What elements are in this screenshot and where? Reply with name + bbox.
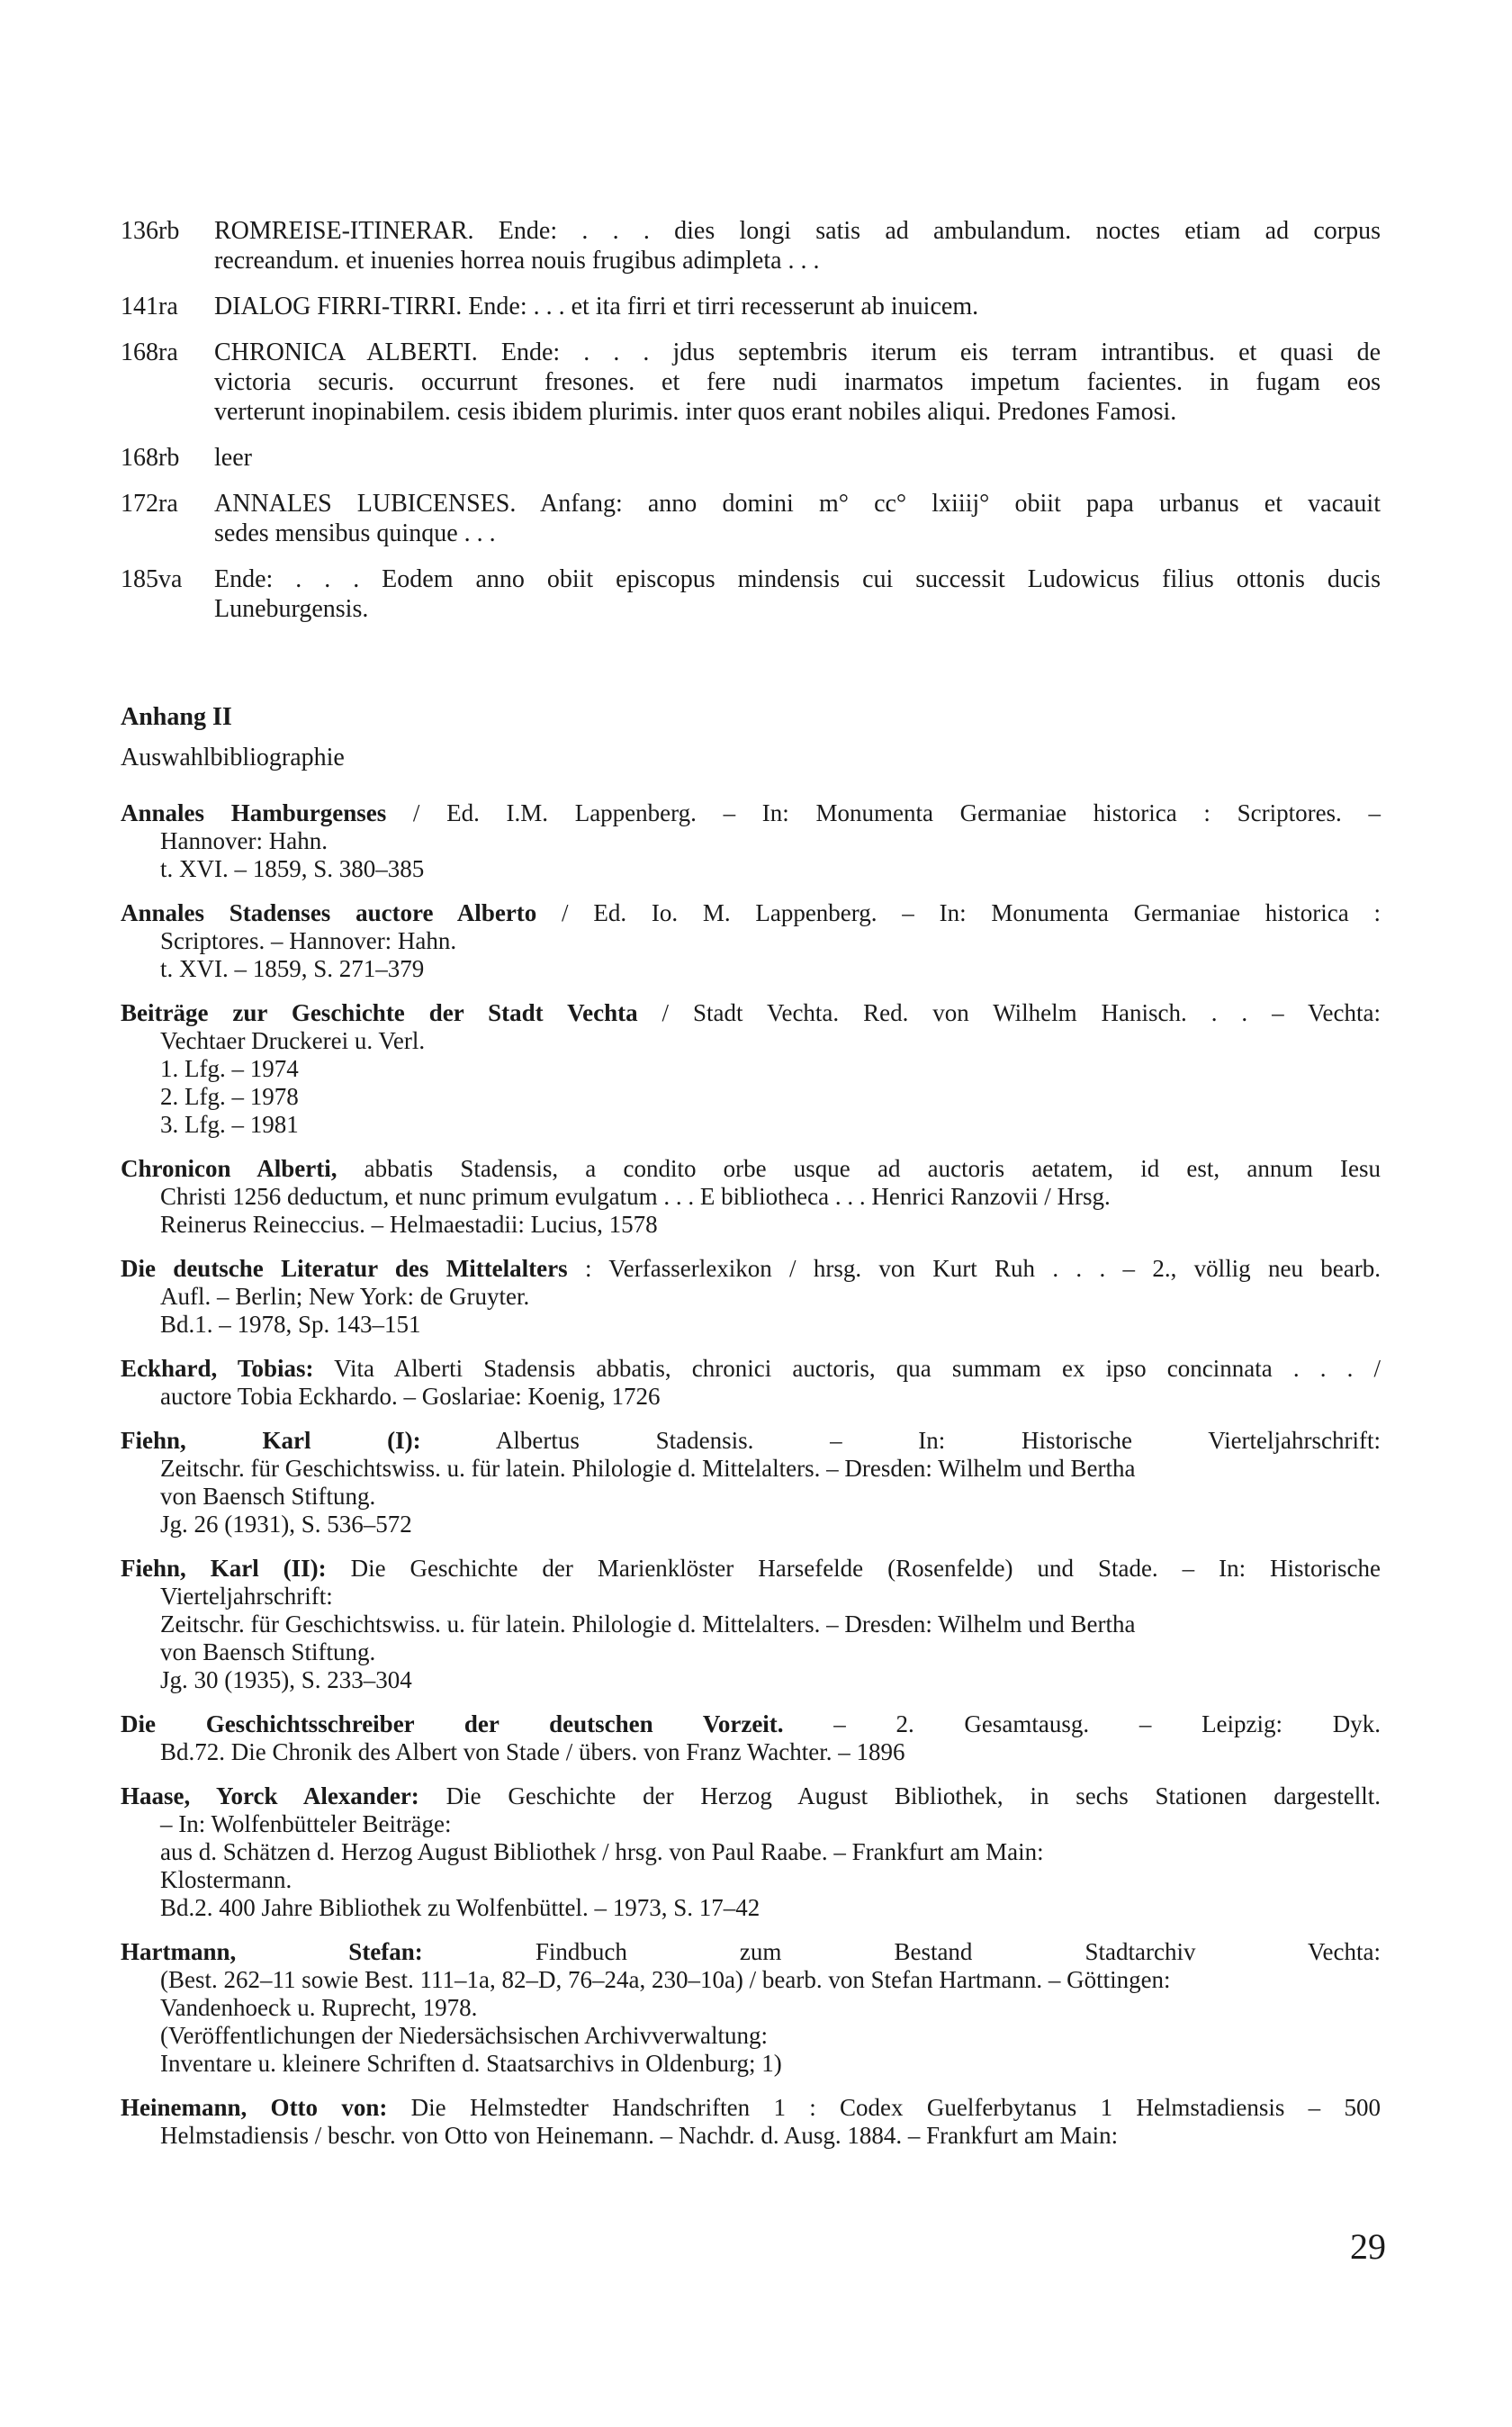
- entry-continuation-line: Vandenhoeck u. Ruprecht, 1978.: [160, 1994, 478, 2021]
- folio-number: 168rb: [121, 444, 180, 472]
- manuscript-row: [121, 216, 1381, 275]
- entry-author: Fiehn, Karl (II):: [121, 1555, 327, 1582]
- entry-author: Fiehn, Karl (I):: [121, 1427, 421, 1454]
- entry-title-text: Die Helmstedter Handschriften 1 : Codex Guelferbytanus 1 Helmstadiensis – 500: [387, 2094, 1381, 2121]
- entry-first-line: [121, 1938, 1381, 1966]
- entry-first-line: [121, 1427, 1381, 1455]
- entry-continuation-line: aus d. Schätzen d. Herzog August Bibliothek / hrsg. von Paul Raabe. – Frankfurt am Main:: [160, 1838, 1044, 1865]
- description-line: ANNALES LUBICENSES. Anfang: anno domini m° cc° lxiiij° obiit papa urbanus et vacauit: [214, 490, 1381, 518]
- entry-title-text: : Verfasserlexikon / hrsg. von Kurt Ruh . . . – 2., völlig neu bearb.: [567, 1255, 1381, 1282]
- entry-first-line: [121, 1782, 1381, 1810]
- entry-first-line: [121, 899, 1381, 927]
- entry-first-line: [121, 1155, 1381, 1183]
- entry-author: Chronicon Alberti,: [121, 1155, 338, 1182]
- folio-number: 136rb: [121, 217, 180, 245]
- entry-continuation-line: t. XVI. – 1859, S. 271–379: [160, 955, 425, 982]
- folio-description: [214, 564, 1381, 624]
- entry-continuation-line: Zeitschr. für Geschichtswiss. u. für latein. Philologie d. Mittelalters. – Dresden: Wilhelm und Bertha: [160, 1455, 1136, 1482]
- bibliography-entry: [121, 1710, 1381, 1766]
- bibliography-entry: [121, 999, 1381, 1139]
- appendix-heading-block: [121, 702, 1381, 772]
- entry-author: Annales Stadenses auctore Alberto: [121, 899, 537, 926]
- entry-title-text: abbatis Stadensis, a condito orbe usque ad auctoris aetatem, id est, annum Iesu: [337, 1155, 1382, 1182]
- description-line: victoria securis. occurrunt fresones. et fere nudi inarmatos impetum facientes. in fugam eos: [214, 368, 1381, 396]
- bibliography-entry: [121, 1155, 1381, 1239]
- entry-title-text: / Ed. Io. M. Lappenberg. – In: Monumenta Germaniae historica :: [536, 899, 1381, 926]
- entry-continuation-line: 3. Lfg. – 1981: [160, 1111, 299, 1138]
- description-line: verterunt inopinabilem. cesis ibidem plurimis. inter quos erant nobiles aliqui. Predones Famosi.: [214, 398, 1177, 426]
- entry-title-text: Vita Alberti Stadensis abbatis, chronici auctoris, qua summam ex ipso concinnata . . . /: [313, 1355, 1382, 1382]
- manuscript-row: [121, 489, 1381, 548]
- entry-author: Haase, Yorck Alexander:: [121, 1782, 419, 1809]
- appendix-title: Anhang II: [121, 703, 232, 731]
- folio-number: 185va: [121, 565, 183, 593]
- folio-number: 172ra: [121, 490, 178, 518]
- page-number: 29: [1350, 2226, 1386, 2267]
- folio-description: [214, 443, 1381, 473]
- entry-continuation-line: Hannover: Hahn.: [160, 827, 328, 854]
- bibliography-entry: [121, 1938, 1381, 2078]
- description-line: Luneburgensis.: [214, 595, 369, 623]
- bibliography-entry: [121, 1555, 1381, 1694]
- description-line: Ende: . . . Eodem anno obiit episcopus mindensis cui successit Ludowicus filius ottonis ducis: [214, 565, 1381, 593]
- entry-first-line: [121, 1355, 1381, 1383]
- entry-continuation-line: 1. Lfg. – 1974: [160, 1055, 299, 1082]
- entry-title-text: / Ed. I.M. Lappenberg. – In: Monumenta Germaniae historica : Scriptores. –: [386, 799, 1381, 826]
- description-line: CHRONICA ALBERTI. Ende: . . . jdus septembris iterum eis terram intrantibus. et quasi de: [214, 338, 1381, 366]
- description-line: ROMREISE-ITINERAR. Ende: . . . dies longi satis ad ambulandum. noctes etiam ad corpus: [214, 217, 1381, 245]
- description-line: recreandum. et inuenies horrea nouis frugibus adimpleta . . .: [214, 247, 820, 275]
- entry-title-text: Die Geschichte der Herzog August Bibliothek, in sechs Stationen dargestellt.: [418, 1782, 1381, 1809]
- entry-title-text: Findbuch zum Bestand Stadtarchiv Vechta:: [422, 1938, 1381, 1965]
- entry-title-text: Die Geschichte der Marienklöster Harsefelde (Rosenfelde) und Stade. – In: Historische: [326, 1555, 1381, 1582]
- entry-author: Annales Hamburgenses: [121, 799, 387, 826]
- entry-continuation-line: – In: Wolfenbütteler Beiträge:: [160, 1810, 452, 1837]
- bibliography-entry: [121, 1427, 1381, 1538]
- bibliography-entry: [121, 799, 1381, 883]
- manuscript-contents-list: [121, 216, 1381, 640]
- entry-continuation-line: von Baensch Stiftung.: [160, 1638, 376, 1665]
- description-line: DIALOG FIRRI-TIRRI. Ende: . . . et ita firri et tirri recesserunt ab inuicem.: [214, 293, 979, 320]
- appendix-subtitle: Auswahlbibliographie: [121, 744, 345, 771]
- folio-number: 168ra: [121, 338, 178, 366]
- entry-first-line: [121, 1255, 1381, 1283]
- entry-continuation-line: Bd.1. – 1978, Sp. 143–151: [160, 1311, 421, 1338]
- entry-title-text: – 2. Gesamtausg. – Leipzig: Dyk.: [783, 1710, 1381, 1737]
- entry-author: Beiträge zur Geschichte der Stadt Vechta: [121, 999, 638, 1026]
- entry-continuation-line: Zeitschr. für Geschichtswiss. u. für latein. Philologie d. Mittelalters. – Dresden: Wilhelm und Bertha: [160, 1610, 1136, 1638]
- manuscript-row: [121, 292, 1381, 321]
- manuscript-row: [121, 338, 1381, 427]
- entry-first-line: [121, 2094, 1381, 2122]
- entry-first-line: [121, 1555, 1381, 1583]
- entry-first-line: [121, 799, 1381, 827]
- description-line: sedes mensibus quinque . . .: [214, 519, 496, 547]
- folio-description: [214, 292, 1381, 321]
- entry-continuation-line: t. XVI. – 1859, S. 380–385: [160, 855, 425, 882]
- entry-first-line: [121, 999, 1381, 1027]
- entry-title-text: Albertus Stadensis. – In: Historische Vierteljahrschrift:: [420, 1427, 1381, 1454]
- entry-continuation-line: Helmstadiensis / beschr. von Otto von Heinemann. – Nachdr. d. Ausg. 1884. – Frankfurt am Main:: [160, 2122, 1119, 2149]
- entry-continuation-line: Klostermann.: [160, 1866, 292, 1893]
- entry-author: Die deutsche Literatur des Mittelalters: [121, 1255, 568, 1282]
- folio-description: [214, 216, 1381, 275]
- entry-continuation-line: Bd.2. 400 Jahre Bibliothek zu Wolfenbüttel. – 1973, S. 17–42: [160, 1894, 760, 1921]
- entry-continuation-line: von Baensch Stiftung.: [160, 1483, 376, 1510]
- entry-continuation-line: 2. Lfg. – 1978: [160, 1083, 299, 1110]
- bibliography-entry: [121, 899, 1381, 983]
- folio-description: [214, 489, 1381, 548]
- manuscript-row: [121, 564, 1381, 624]
- bibliography-entry: [121, 1355, 1381, 1411]
- entry-continuation-line: auctore Tobia Eckhardo. – Goslariae: Koenig, 1726: [160, 1383, 661, 1410]
- bibliography-entry: [121, 1782, 1381, 1922]
- bibliography-list: [121, 799, 1381, 2166]
- folio-number: 141ra: [121, 293, 178, 320]
- entry-continuation-line: Jg. 30 (1935), S. 233–304: [160, 1666, 412, 1693]
- entry-author: Eckhard, Tobias:: [121, 1355, 314, 1382]
- entry-continuation-line: Scriptores. – Hannover: Hahn.: [160, 927, 457, 954]
- entry-continuation-line: Reinerus Reineccius. – Helmaestadii: Lucius, 1578: [160, 1211, 658, 1238]
- entry-author: Hartmann, Stefan:: [121, 1938, 423, 1965]
- entry-continuation-line: Vierteljahrschrift:: [160, 1583, 333, 1610]
- entry-first-line: [121, 1710, 1381, 1738]
- entry-author: Heinemann, Otto von:: [121, 2094, 388, 2121]
- entry-continuation-line: Inventare u. kleinere Schriften d. Staatsarchivs in Oldenburg; 1): [160, 2050, 782, 2077]
- entry-continuation-line: (Best. 262–11 sowie Best. 111–1a, 82–D, 76–24a, 230–10a) / bearb. von Stefan Hartmann. – Göttingen:: [160, 1966, 1171, 1993]
- entry-author: Die Geschichtsschreiber der deutschen Vorzeit.: [121, 1710, 784, 1737]
- entry-continuation-line: (Veröffentlichungen der Niedersächsischen Archivverwaltung:: [160, 2022, 769, 2049]
- entry-continuation-line: Christi 1256 deductum, et nunc primum evulgatum . . . E bibliotheca . . . Henrici Ranzovii / Hrsg.: [160, 1183, 1111, 1210]
- entry-continuation-line: Aufl. – Berlin; New York: de Gruyter.: [160, 1283, 530, 1310]
- description-line: leer: [214, 444, 252, 472]
- folio-description: [214, 338, 1381, 427]
- entry-continuation-line: Vechtaer Druckerei u. Verl.: [160, 1027, 426, 1054]
- bibliography-entry: [121, 1255, 1381, 1339]
- manuscript-row: [121, 443, 1381, 473]
- entry-continuation-line: Jg. 26 (1931), S. 536–572: [160, 1511, 412, 1538]
- entry-continuation-line: Bd.72. Die Chronik des Albert von Stade / übers. von Franz Wachter. – 1896: [160, 1738, 905, 1765]
- bibliography-entry: [121, 2094, 1381, 2150]
- entry-title-text: / Stadt Vechta. Red. von Wilhelm Hanisch. . . – Vechta:: [637, 999, 1381, 1026]
